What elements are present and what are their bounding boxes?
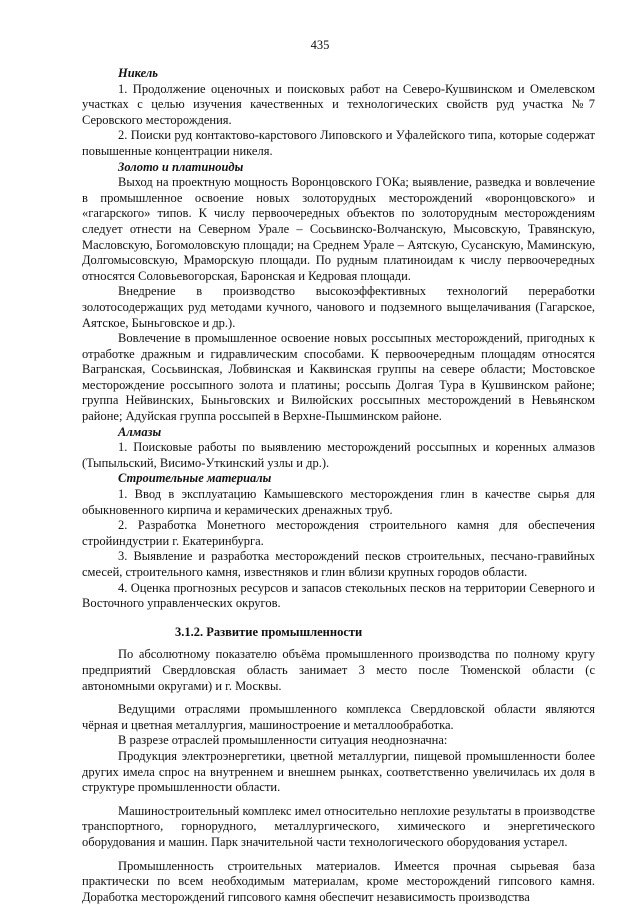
section-heading-diamonds: Алмазы	[118, 424, 162, 439]
paragraph: В разрезе отраслей промышленности ситуация неоднозначна:	[118, 733, 448, 748]
paragraph: 2. Поиски руд контактово-карстового Липовского и Уфалейского типа, которые содержат повышенные концентрации никеля.	[82, 128, 595, 158]
paragraph: По абсолютному показателю объёма промышленного производства по полному кругу предприятий Свердловская область занимает 3 место после Тюменской области (с автономными округами) и г. Москвы.	[82, 647, 595, 693]
paragraph: 1. Ввод в эксплуатацию Камышевского месторождения глин в качестве сырья для обыкновенного кирпича и керамических дренажных труб.	[82, 487, 595, 517]
section-heading-gold: Золото и платиноиды	[118, 159, 244, 174]
paragraph: Продукция электроэнергетики, цветной металлургии, пищевой промышленности более других имела спрос на внутреннем и внешнем рынках, соответственно увеличилась их доля в структуре промышленности области.	[82, 748, 595, 795]
section-heading-building: Строительные материалы	[118, 471, 272, 486]
section-heading-nickel: Никель	[118, 66, 159, 80]
paragraph: 3. Выявление и разработка месторождений песков строительных, песчано-гравийных смесей, строительного камня, известняков и глин вблизи крупных городов области.	[82, 549, 595, 579]
page-body	[82, 66, 595, 905]
paragraph: Внедрение в производство высокоэффективных технологий переработки золотосодержащих руд методами кучного, чанового и подземного выщелачивания (Гагарское, Аятское, Быньговское и др.).	[82, 284, 595, 330]
paragraph: Машиностроительный комплекс имел относительно неплохие результаты в производстве транспортного, горнорудного, металлургического, химического и энергетического оборудования и машин. Парк значительной части технологического оборудования устарел.	[82, 803, 595, 849]
paragraph: 1. Продолжение оценочных и поисковых работ на Северо-Кушвинском и Омелевском участках с целью изучения качественных и технологических свойств руд участка №7 Серовского месторождения.	[82, 81, 595, 127]
page-number: 435	[310, 38, 330, 52]
paragraph: 4. Оценка прогнозных ресурсов и запасов стекольных песков на территории Северного и Восточного управленческих округов.	[82, 580, 595, 611]
paragraph: Промышленность строительных материалов. Имеется прочная сырьевая база практически по всем необходимым материалам, кроме месторождений гипсового камня. Доработка месторождений гипсового камня обеспечит независимость производства	[82, 858, 595, 904]
paragraph: 2. Разработка Монетного месторождения строительного камня для обеспечения стройиндустрии г. Екатеринбурга.	[82, 518, 595, 548]
paragraph: Вовлечение в промышленное освоение новых россыпных месторождений, пригодных к отработке дражным и гидравлическим способами. К первоочередным площадям относятся Вагранская, Сосьвинская, Лобвинская и Каквинская группы на севере области; Мостовское месторождение россыпного золота и платины; россыпь Долгая Тура в Кушвинском районе; группа Нейвинских, Быньговских и Вилюйских россыпных месторождений в Невьянском районе; Адуйская группа россыпей в Верхне-Пышминском районе.	[82, 331, 595, 424]
paragraph: Ведущими отраслями промышленного комплекса Свердловской области являются чёрная и цветная металлургия, машиностроение и металлообработка.	[82, 702, 595, 732]
paragraph: 1. Поисковые работы по выявлению месторождений россыпных и коренных алмазов (Тыпыльский, Висимо-Уткинский узлы и др.).	[82, 440, 595, 470]
section-heading-industry: 3.1.2. Развитие промышленности	[175, 624, 363, 639]
paragraph: Выход на проектную мощность Воронцовского ГОКа; выявление, разведка и вовлечение в промышленное освоение новых золоторудных месторождений «воронцовского» и «гагарского» типов. К числу первоочередных объектов по золоторудным месторождениям следует отнести на Северном Урале – Сосьвинско-Волчанскую, Мысовскую, Травянскую, Масловскую, Богомоловскую площади; на Среднем Урале – Аятскую, Сусанскую, Маминскую, Долгомысовскую, Мраморскую площади. По рудным платиноидам к числу первоочередных относятся Соловьевогорская, Баронская и Кедровая площади.	[82, 175, 595, 283]
